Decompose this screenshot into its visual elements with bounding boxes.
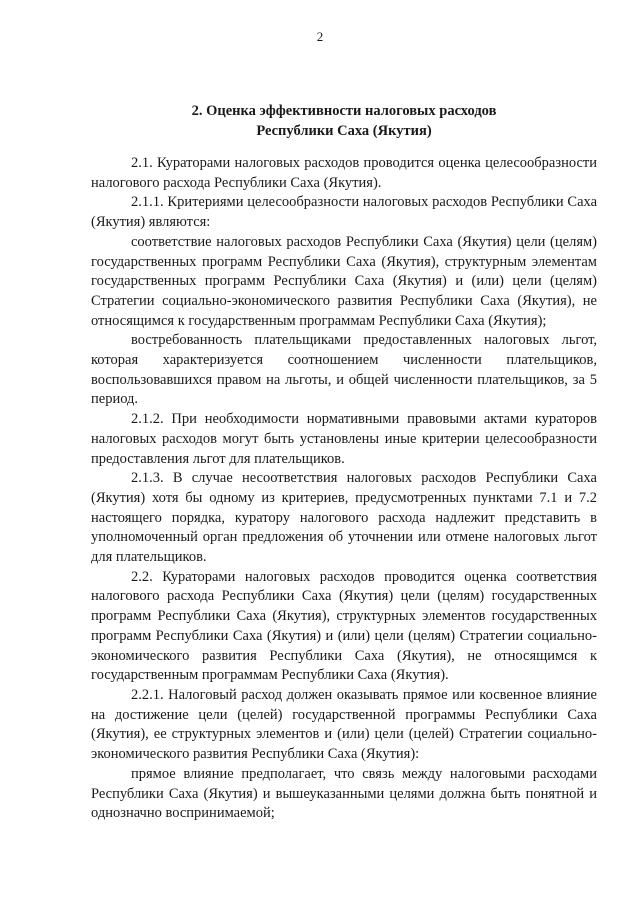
section-heading-line-1: 2. Оценка эффективности налоговых расходов: [191, 103, 497, 119]
section-heading: [91, 101, 597, 141]
paragraph-2-1: 2.1. Кураторами налоговых расходов проводится оценка целесообразности налогового расхода Республики Саха (Якутия).: [91, 155, 597, 191]
paragraph-criterion-goals: соответствие налоговых расходов Республики Саха (Якутия) цели (целям) государственных программ Республики Саха (Якутия), структурным элементам государственных программ Республики Саха (Якутия) и (или) цели (целям) Стратегии социально-экономического развития Республики Саха (Якутия), не относящимся к государственным программам Республики Саха (Якутия);: [91, 233, 597, 329]
page-number: 2: [316, 29, 324, 44]
paragraph-2-2: 2.2. Кураторами налоговых расходов проводится оценка соответствия налогового расхода Республики Саха (Якутия) цели (целям) государственных программ Республики Саха (Якутия), структурных элементов государственных программ Республики Саха (Якутия) и (или) цели (целям) Стратегии социально-экономического развития Республики Саха (Якутия), не относящимся к государственным программам Республики Саха (Якутия).: [91, 568, 597, 684]
paragraph-criterion-demand: востребованность плательщиками предоставленных налоговых льгот, которая характеризуется соотношением численности плательщиков, воспользовавшихся правом на льготы, и общей численности плательщиков, за 5 период.: [91, 332, 597, 408]
paragraph-direct-influence: прямое влияние предполагает, что связь между налоговыми расходами Республики Саха (Якутия) и вышеуказанными целями должна быть понятной и однозначно воспринимаемой;: [91, 765, 597, 822]
paragraph-2-1-1: 2.1.1. Критериями целесообразности налоговых расходов Республики Саха (Якутия) являются:: [91, 194, 597, 231]
paragraph-2-2-1: 2.2.1. Налоговый расход должен оказывать прямое или косвенное влияние на достижение цели (целей) государственной программы Республики Саха (Якутия), ее структурных элементов и (или) цели (целей) Стратегии социально-экономического развития Республики Саха (Якутия):: [91, 686, 597, 763]
paragraph-2-1-2: 2.1.2. При необходимости нормативными правовыми актами кураторов налоговых расходов могут быть установлены иные критерии целесообразности предоставления льгот для плательщиков.: [91, 411, 597, 467]
section-heading-line-2: Республики Саха (Якутия): [256, 123, 432, 139]
paragraph-2-1-3: 2.1.3. В случае несоответствия налоговых расходов Республики Саха (Якутия) хотя бы одному из критериев, предусмотренных пунктами 7.1 и 7.2 настоящего порядка, куратору налогового расхода надлежит представить в уполномоченный орган предложения об уточнении или отмене налоговых льгот для плательщиков.: [91, 470, 597, 566]
document-body: [91, 154, 597, 824]
